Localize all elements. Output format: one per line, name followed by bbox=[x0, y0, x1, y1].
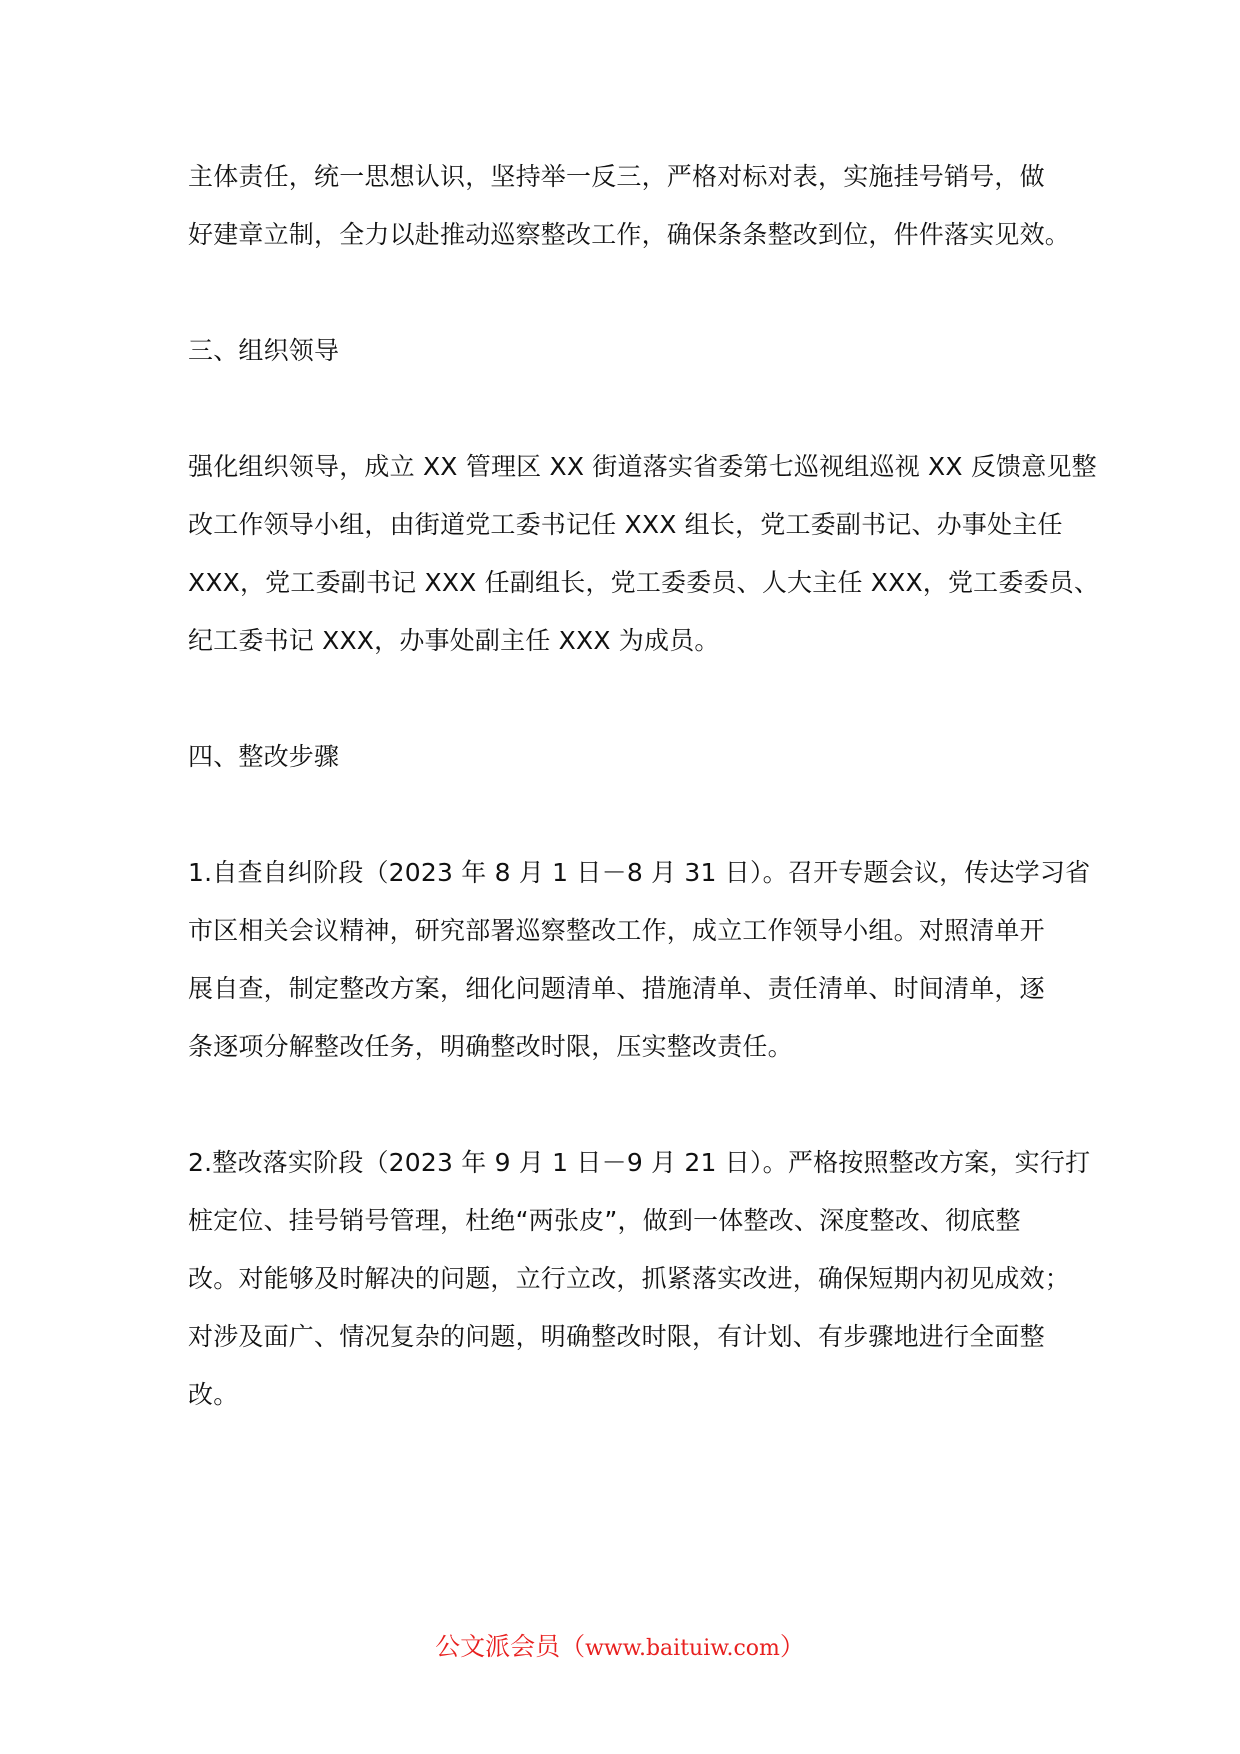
paragraph-3-line-3: 展自查，制定整改方案，细化问题清单、措施清单、责任清单、时间清单，逐 bbox=[188, 974, 1045, 1003]
paragraph-4-line-3: 改。对能够及时解决的问题，立行立改，抓紧落实改进，确保短期内初见成效； bbox=[188, 1264, 1071, 1293]
paragraph-4-line-5: 改。 bbox=[188, 1380, 239, 1409]
footer-close-paren: ） bbox=[779, 1632, 805, 1661]
paragraph-2-line-1: 强化组织领导，成立 XX 管理区 XX 街道落实省委第七巡视组巡视 XX 反馈意见整 bbox=[188, 452, 1097, 481]
footer-label: 公文派会员（ bbox=[435, 1632, 586, 1661]
paragraph-1-line-2: 好建章立制，全力以赴推动巡察整改工作，确保条条整改到位，件件落实见效。 bbox=[188, 220, 1071, 249]
paragraph-2-line-2: 改工作领导小组，由街道党工委书记任 XXX 组长，党工委副书记、办事处主任 bbox=[188, 510, 1063, 539]
paragraph-3-line-2: 市区相关会议精神，研究部署巡察整改工作，成立工作领导小组。对照清单开 bbox=[188, 916, 1045, 945]
section-heading-steps: 四、整改步骤 bbox=[188, 742, 340, 771]
paragraph-2-line-4: 纪工委书记 XXX，办事处副主任 XXX 为成员。 bbox=[188, 626, 720, 655]
paragraph-1-line-1: 主体责任，统一思想认识，坚持举一反三，严格对标对表，实施挂号销号，做 bbox=[188, 162, 1045, 191]
footer-url[interactable]: www.baituiw.com bbox=[585, 1636, 780, 1661]
paragraph-3-line-4: 条逐项分解整改任务，明确整改时限，压实整改责任。 bbox=[188, 1032, 793, 1061]
paragraph-4-line-1: 2.整改落实阶段（2023 年 9 月 1 日－9 月 21 日）。严格按照整改方案，实行打 bbox=[188, 1148, 1091, 1177]
footer-member-link[interactable] bbox=[0, 1630, 1240, 1666]
paragraph-4-line-2: 桩定位、挂号销号管理，杜绝“两张皮”，做到一体整改、深度整改、彻底整 bbox=[188, 1206, 1021, 1235]
section-heading-organization: 三、组织领导 bbox=[188, 336, 340, 365]
paragraph-3-line-1: 1.自查自纠阶段（2023 年 8 月 1 日－8 月 31 日）。召开专题会议，传达学习省 bbox=[188, 858, 1091, 887]
paragraph-2-line-3: XXX，党工委副书记 XXX 任副组长，党工委委员、人大主任 XXX，党工委委员、 bbox=[188, 568, 1100, 597]
paragraph-4-line-4: 对涉及面广、情况复杂的问题，明确整改时限，有计划、有步骤地进行全面整 bbox=[188, 1322, 1045, 1351]
